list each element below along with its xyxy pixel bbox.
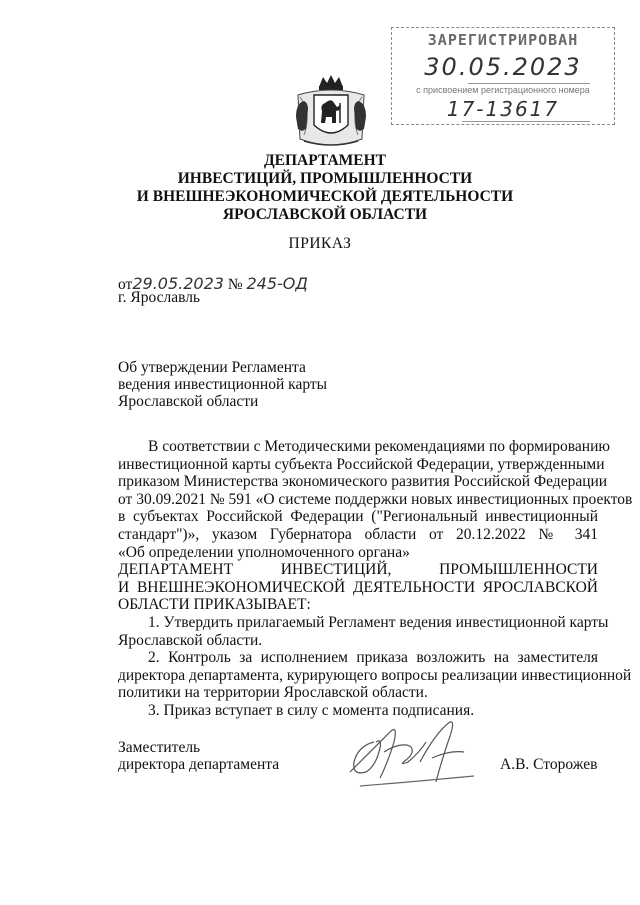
order-from-label: от [118,276,133,293]
body-line: ОБЛАСТИ ПРИКАЗЫВАЕТ: [118,596,311,614]
body-line: от 30.09.2021 № 591 «О системе поддержки новых инвестиционных проектов [118,490,633,508]
body-line: «Об определении уполномоченного органа» [118,543,410,561]
stamp-date: 30.05.2023 [424,53,582,81]
subject-line: ведения инвестиционной карты [118,376,328,393]
signatory-name: А.В. Сторожев [500,756,598,773]
stamp-title: ЗАРЕГИСТРИРОВАН [427,31,579,49]
signatory-position [118,739,279,773]
registration-stamp [391,27,615,125]
body-line: И ВНЕШНЕЭКОНОМИЧЕСКОЙ ДЕЯТЕЛЬНОСТИ ЯРОСЛАВСКОЙ [118,578,598,596]
order-city: г. Ярославль [118,289,200,306]
body-line: ДЕПАРТАМЕНТ ИНВЕСТИЦИЙ, ПРОМЫШЛЕННОСТИ [118,561,598,579]
stamp-number: 17-13617 [446,97,560,121]
body-line: стандарт")», указом Губернатора области от 20.12.2022 № 341 [118,525,598,543]
department-line: ЯРОСЛАВСКОЙ ОБЛАСТИ [222,206,428,223]
order-number-sign: № [227,276,243,293]
stamp-note: с присвоением регистрационного номера [416,85,590,95]
position-line: Заместитель [118,739,201,756]
subject-line: Ярославской области [118,393,259,410]
body-line: в субъектах Российской Федерации ("Региональный инвестиционный [118,508,598,526]
item-line: 2. Контроль за исполнением приказа возложить на заместителя [148,649,598,667]
handwritten-signature-icon [340,712,478,792]
item-line: политики на территории Ярославской области. [118,684,428,702]
order-body [118,438,633,720]
coat-of-arms-icon [292,73,370,153]
item-line: 1. Утвердить прилагаемый Регламент ведения инвестиционной карты [148,613,609,631]
item-line: директора департамента, курирующего вопросы реализации инвестиционной [118,666,632,684]
department-line: И ВНЕШНЕЭКОНОМИЧЕСКОЙ ДЕЯТЕЛЬНОСТИ [136,188,514,205]
department-line: ИНВЕСТИЦИЙ, ПРОМЫШЛЕННОСТИ [177,170,473,187]
stamp-underline [462,121,590,122]
department-line: ДЕПАРТАМЕНТ [263,152,387,169]
order-subject [118,359,378,410]
stamp-underline [468,83,590,84]
body-line: В соответствии с Методическими рекомендациями по формированию [148,438,610,455]
body-line: приказом Министерства экономического развития Российской Федерации [118,473,608,491]
department-header [100,152,550,224]
item-line: Ярославской области. [118,631,263,649]
subject-line: Об утверждении Регламента [118,359,306,376]
item-line: 3. Приказ вступает в силу с момента подписания. [148,701,475,719]
order-title: ПРИКАЗ [288,235,352,252]
body-line: инвестиционной карты субъекта Российской Федерации, утвержденными [118,455,605,473]
order-number: 245-ОД [246,274,308,293]
position-line: директора департамента [118,756,280,773]
order-date: 29.05.2023 [132,274,224,293]
